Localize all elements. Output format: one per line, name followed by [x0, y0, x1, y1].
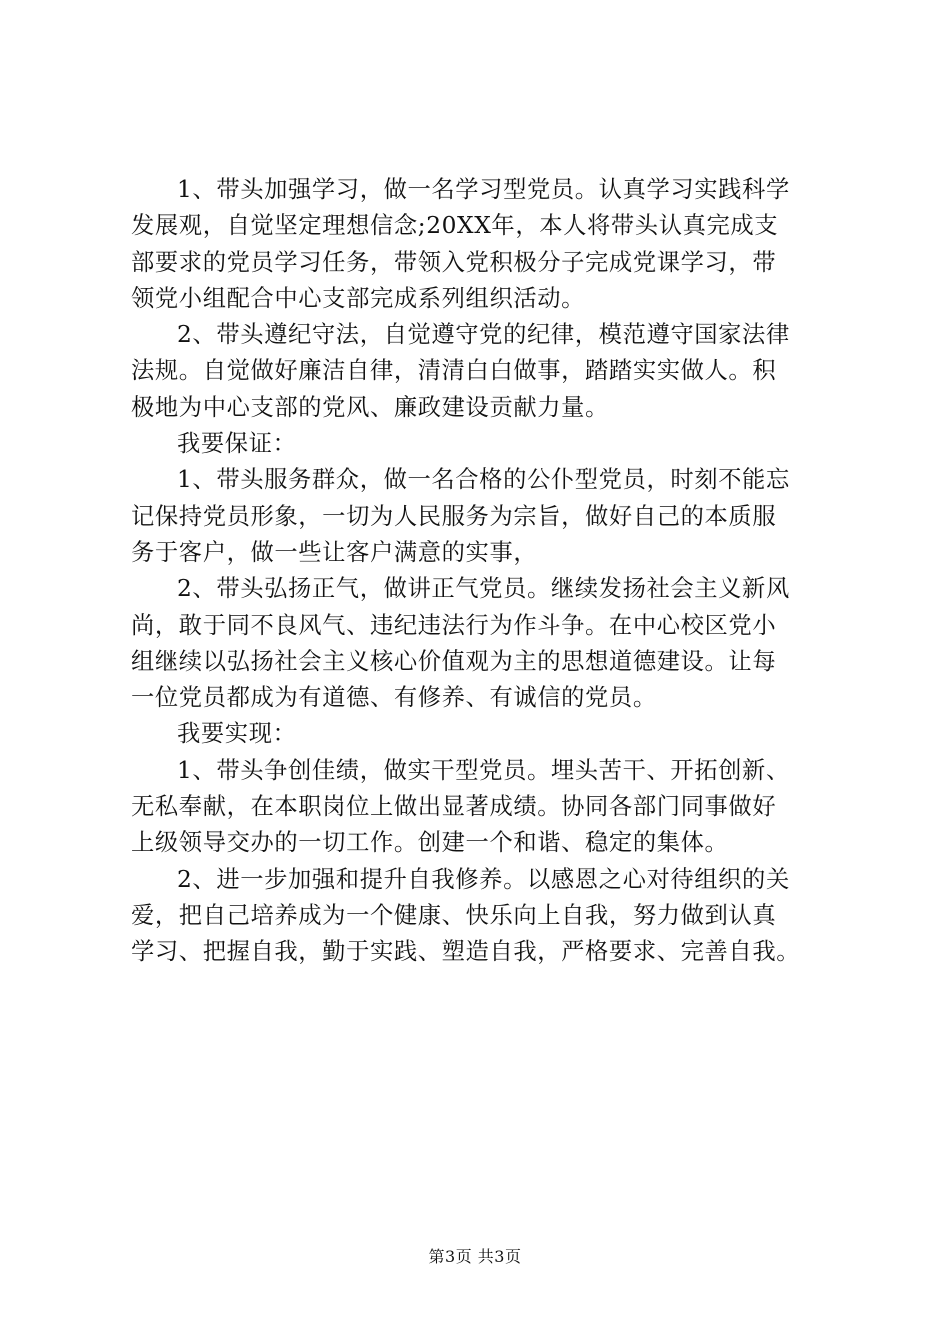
text-line: 1、带头争创佳绩，做实干型党员。埋头苦干、开拓创新、: [177, 756, 790, 784]
text-line: 领党小组配合中心支部完成系列组织活动。: [131, 284, 586, 312]
text-line: 务于客户，做一些让客户满意的实事，: [131, 538, 538, 566]
text-line: 爱，把自己培养成为一个健康、快乐向上自我，努力做到认真: [131, 901, 777, 929]
section-heading: 我要实现：: [177, 720, 297, 748]
text-line: 组继续以弘扬社会主义核心价值观为主的思想道德建设。让每: [131, 647, 777, 675]
text-line: 1、带头服务群众，做一名合格的公仆型党员，时刻不能忘: [177, 466, 790, 494]
text-line: 无私奉献，在本职岗位上做出显著成绩。协同各部门同事做好: [131, 793, 777, 821]
text-line: 上级领导交办的一切工作。创建一个和谐、稳定的集体。: [131, 829, 729, 857]
text-line: 部要求的党员学习任务，带领入党积极分子完成党课学习，带: [131, 248, 777, 276]
text-line: 2、带头弘扬正气，做讲正气党员。继续发扬社会主义新风: [177, 575, 790, 603]
text-line: 尚，敢于同不良风气、违纪违法行为作斗争。在中心校区党小: [131, 611, 777, 639]
text-line: 记保持党员形象，一切为人民服务为宗旨，做好自己的本质服: [131, 502, 777, 530]
document-body: [131, 172, 841, 971]
text-line: 一位党员都成为有道德、有修养、有诚信的党员。: [131, 684, 657, 712]
text-line: 发展观，自觉坚定理想信念;20XX年，本人将带头认真完成支: [131, 212, 779, 240]
text-line: 极地为中心支部的党风、廉政建设贡献力量。: [131, 393, 609, 421]
text-line: 1、带头加强学习，做一名学习型党员。认真学习实践科学: [177, 176, 790, 203]
text-line: 2、带头遵纪守法，自觉遵守党的纪律，模范遵守国家法律: [177, 321, 790, 349]
text-line: 学习、把握自我，勤于实践、塑造自我，严格要求、完善自我。: [131, 938, 801, 966]
text-line: 2、进一步加强和提升自我修养。以感恩之心对待组织的关: [177, 865, 790, 893]
section-heading: 我要保证：: [177, 430, 297, 458]
text-line: 法规。自觉做好廉洁自律，清清白白做事，踏踏实实做人。积: [131, 357, 777, 385]
page-number-footer: 第3页 共3页: [428, 1247, 522, 1266]
